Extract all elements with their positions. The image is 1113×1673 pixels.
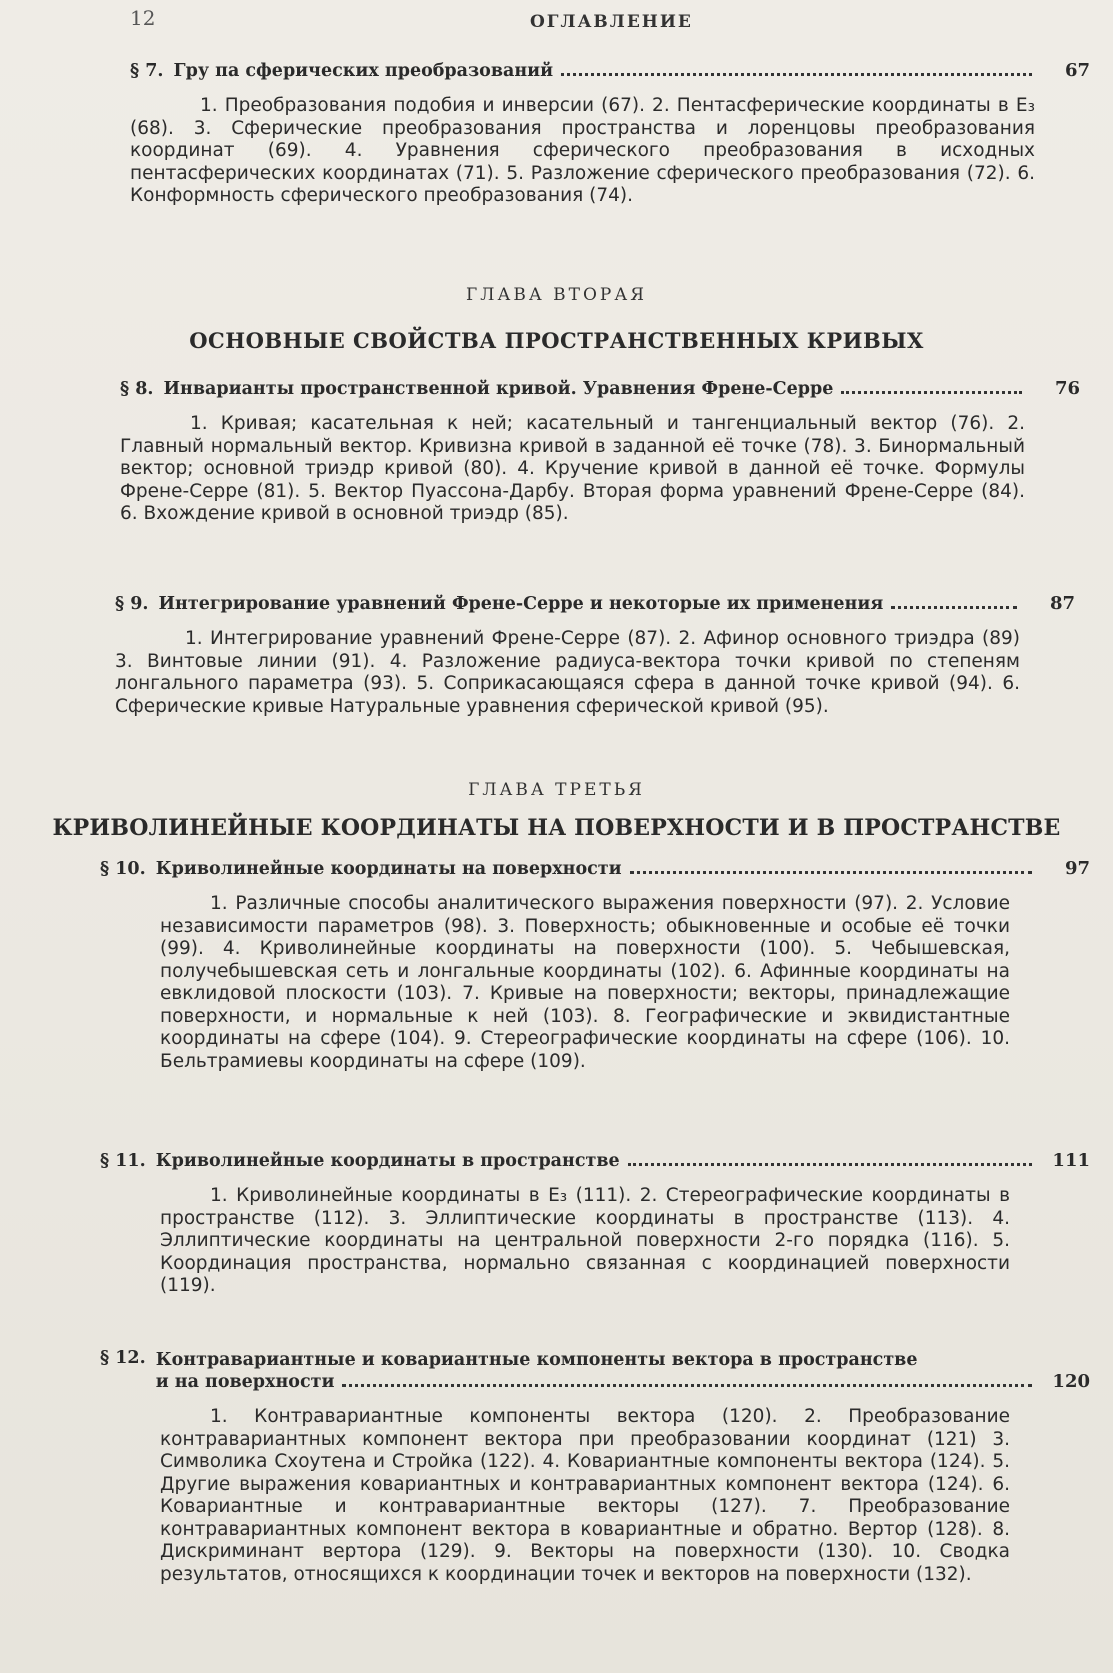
toc-entry-sec10 <box>100 858 1090 1073</box>
page-header <box>120 6 1020 34</box>
sec10-mark: § 10. <box>100 859 146 879</box>
sec9-mark: § 9. <box>115 594 149 614</box>
dot-leader <box>628 1162 1032 1166</box>
sec12-contents <box>100 1406 1090 1586</box>
dot-leader <box>891 605 1017 609</box>
sec9-title: Интегрирование уравнений Френе-Серре и некоторые их применения <box>158 594 884 614</box>
sec12-title-block <box>156 1348 1040 1392</box>
sec10-contents <box>100 893 1090 1073</box>
sec7-title: Гру па сферических преобразований <box>173 61 554 81</box>
sec11-contents <box>100 1185 1090 1298</box>
sec8-contents <box>120 413 1080 526</box>
sec10-page: 97 <box>1064 858 1090 879</box>
sec7-contents-text: 1. Преобразования подобия и инверсии (67). 2. Пентасферические координаты в E₃ (68). 3. Сферические преобразования пространства и лоренцовы преобразования координат (69). 4. Уравнения сферического преобразования в исходных пентасферических координатах (71). 5. Разложение сферического преобразования (72). 6. Конформность сферического преобразования (74). <box>130 95 1035 206</box>
toc-entry-sec8 <box>120 378 1080 526</box>
sec11-page: 111 <box>1052 1150 1090 1171</box>
dot-leader <box>630 870 1032 874</box>
sec9-contents <box>115 628 1075 718</box>
toc-entry-sec12 <box>100 1348 1090 1586</box>
sec8-mark: § 8. <box>120 379 154 399</box>
toc-entry-sec11 <box>100 1150 1090 1298</box>
sec12-heading <box>100 1348 1090 1392</box>
sec11-mark: § 11. <box>100 1151 146 1171</box>
sec7-page: 67 <box>1064 60 1090 81</box>
dot-leader <box>342 1383 1032 1387</box>
sec7-mark: § 7. <box>130 61 164 81</box>
sec9-contents-text: 1. Интегрирование уравнений Френе-Серре (87). 2. Афинор основного триэдра (89) 3. Винтовые линии (91). 4. Разложение радиуса-вектора точки кривой по степеням лонгального параметра (93). 5. Соприкасающаяся сфера в данной точке кривой (94). 6. Сферические кривые Натуральные уравнения сферической кривой (95). <box>115 628 1020 717</box>
sec11-title: Криволинейные координаты в пространстве <box>155 1151 620 1171</box>
chapter3-title: КРИВОЛИНЕЙНЫЕ КООРДИНАТЫ НА ПОВЕРХНОСТИ И В ПРОСТРАНСТВЕ <box>52 815 1061 841</box>
sec10-heading <box>100 858 1090 879</box>
sec8-title: Инварианты пространственной кривой. Уравнения Френе-Серре <box>163 379 834 399</box>
page-number: 12 <box>130 6 156 30</box>
sec8-page: 76 <box>1054 378 1080 399</box>
sec10-contents-text: 1. Различные способы аналитического выражения поверхности (97). 2. Условие независимости параметров (98). 3. Поверхность; обыкновенные и особые её точки (99). 4. Криволинейные координаты на поверхности (100). 5. Чебышевская, получебышевская сеть и лонгальные координаты (102). 6. Афинные координаты на евклидовой плоскости (103). 7. Кривые на поверхности; векторы, принадлежащие поверхности, и нормальные к ней (103). 8. Географические и эквидистантные координаты на сфере (104). 9. Стереографические координаты на сфере (106). 10. Бельтрамиевы координаты на сфере (109). <box>160 893 1010 1072</box>
sec12-mark: § 12. <box>100 1348 146 1368</box>
sec12-title-row2 <box>156 1372 1040 1392</box>
sec11-contents-text: 1. Криволинейные координаты в E₃ (111). 2. Стереографические координаты в пространстве (112). 3. Эллиптические координаты в пространстве (113). 4. Эллиптические координаты на центральной поверхности 2-го порядка (116). 5. Координация пространства, нормально связанная с координацией поверхности (119). <box>160 1185 1010 1296</box>
sec12-title-line1: Контравариантные и ковариантные компоненты вектора в пространстве <box>155 1350 918 1370</box>
sec7-contents <box>130 95 1090 208</box>
sec12-contents-text: 1. Контравариантные компоненты вектора (120). 2. Преобразование контравариантных компонент вектора при преобразовании координат (121) 3. Символика Схоутена и Стройка (122). 4. Ковариантные компоненты вектора (124). 5. Другие выражения ковариантных и контравариантных компонент вектора (124). 6. Ковариантные и контравариантные векторы (127). 7. Преобразование контравариантных компонент вектора в ковариантные и обратно. Вертор (128). 8. Дискриминант вертора (129). 9. Векторы на поверхности (130). 10. Сводка результатов, относящихся к координации точек и векторов на поверхности (132). <box>160 1406 1010 1585</box>
chapter3-label: ГЛАВА ТРЕТЬЯ <box>468 780 645 800</box>
sec12-page: 120 <box>1052 1371 1090 1392</box>
dot-leader <box>561 72 1032 76</box>
running-title: ОГЛАВЛЕНИЕ <box>530 12 693 32</box>
sec8-heading <box>120 378 1080 399</box>
sec7-heading <box>130 60 1090 81</box>
chapter2-title: ОСНОВНЫЕ СВОЙСТВА ПРОСТРАНСТВЕННЫХ КРИВЫХ <box>189 328 924 353</box>
sec9-page: 87 <box>1049 593 1075 614</box>
sec8-contents-text: 1. Кривая; касательная к ней; касательный и тангенциальный вектор (76). 2. Главный нормальный вектор. Кривизна кривой в заданной её точке (78). 3. Бинормальный вектор; основной триэдр кривой (80). 4. Кручение кривой в данной её точке. Формулы Френе-Серре (81). 5. Вектор Пуассона-Дарбу. Вторая форма уравнений Френе-Серре (84). 6. Вхождение кривой в основной триэдр (85). <box>120 413 1025 524</box>
chapter2-label: ГЛАВА ВТОРАЯ <box>466 285 647 305</box>
sec10-title: Криволинейные координаты на поверхности <box>155 859 622 879</box>
dot-leader <box>841 390 1022 394</box>
toc-entry-sec7 <box>130 60 1090 208</box>
sec12-title-line2: и на поверхности <box>155 1372 335 1392</box>
sec11-heading <box>100 1150 1090 1171</box>
sec9-heading <box>115 593 1075 614</box>
toc-entry-sec9 <box>115 593 1075 718</box>
